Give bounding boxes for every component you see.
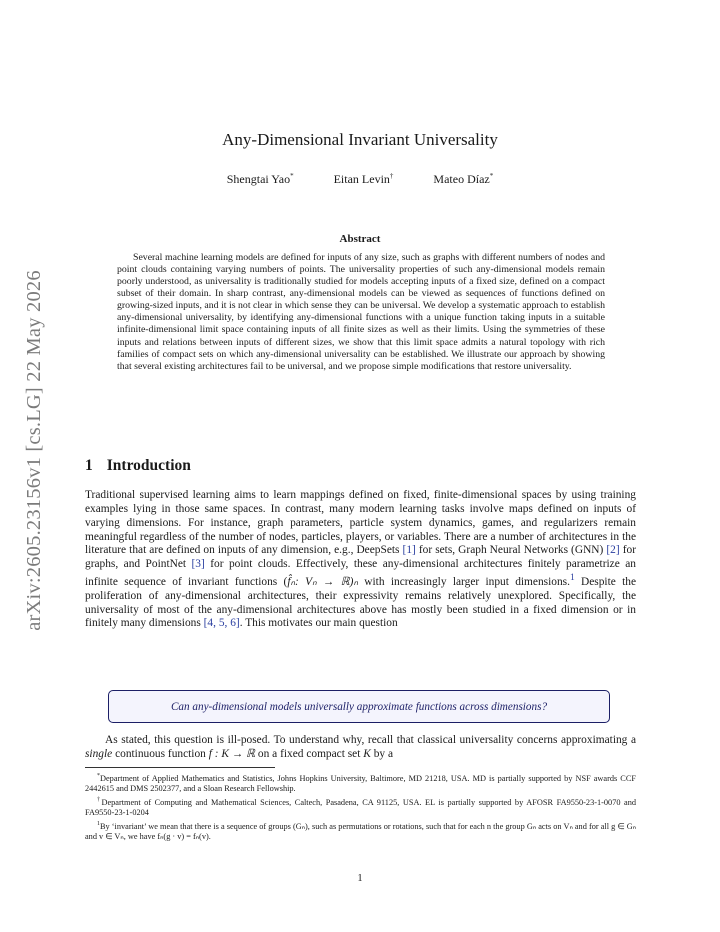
second-paragraph: As stated, this question is ill-posed. To understand why, recall that classical universality concerns approximating a single continuous function f : K → ℝ on a fixed compact set K by a <box>85 734 636 760</box>
main-question-text: Can any-dimensional models universally approximate functions across dimensions? <box>170 700 548 713</box>
math-expression: f̂ₙ: Vₙ → ℝ)ₙ <box>287 575 358 588</box>
citation-link[interactable]: [1] <box>402 544 416 557</box>
section-number: 1 <box>85 457 93 474</box>
footnote-link[interactable]: 1 <box>569 573 575 584</box>
section-heading-introduction <box>85 457 191 475</box>
author: Shengtai Yao* <box>226 172 294 186</box>
math-expression: f : K → ℝ <box>208 747 256 760</box>
main-question-box <box>108 690 610 723</box>
citation-link[interactable]: [4, 5, 6] <box>203 617 240 630</box>
abstract-body: Several machine learning models are defined for inputs of any size, such as graphs with different numbers of nodes and point clouds containing varying numbers of points. The universality properties of such any-dimensional models remain poorly understood, as universality is traditionally studied for models accepting inputs of a fixed size, defined on a compact subset of their domain. In sharp contrast, any-dimensional models can be viewed as sequences of functions defined on growing-sized inputs, and it is not clear in which sense they can be universal. We develop a systematic approach to establish any-dimensional universality, by identifying any-dimensional functions with a unique function taking inputs in a suitable infinite-dimensional limit space containing inputs of all finite sizes as well as their limits. Using the symmetries of these inputs and relations between inputs of different sizes, we show that this limit space admits a natural topology with rich families of compact sets on which any-dimensional universality can be established. We illustrate our approach by showing that several existing architectures fail to be universal, and we propose simple modifications that restore universality. <box>117 252 605 372</box>
section-title: Introduction <box>106 457 191 474</box>
footnote-rule <box>85 767 275 768</box>
page-number: 1 <box>357 873 363 884</box>
math-expression: K <box>363 747 371 760</box>
paper-title: Any-Dimensional Invariant Universality <box>222 130 498 149</box>
footnote: *Department of Applied Mathematics and Statistics, Johns Hopkins University, Baltimore, MD 21218, USA. MD is partially supported by NSF awards CCF 2442615 and DMS 2502377, and a Sloan Research Fellowship. <box>85 773 636 794</box>
introduction-paragraph: Traditional supervised learning aims to learn mappings defined on fixed, finite-dimensional spaces by using training examples lying in those same spaces. In contrast, many modern learning tasks involve maps defined on inputs of varying dimensions. For instance, graph parameters, particle system dynamics, games, and regularizers remain meaningful regardless of the number of nodes, particles, players, or variables. There are a number of architectures in the literature that are defined on inputs of any dimension, e.g., DeepSets [1] for sets, Graph Neural Networks (GNN) [2] for graphs, and PointNet [3] for point clouds. Effectively, these any-dimensional architectures finitely parametrize an infinite sequence of invariant functions (f̂ₙ: Vₙ → ℝ)ₙ with increasingly larger input dimensions.$^1$ Despite the proliferation of any-dimensional architectures, their expressivity remains relatively unexplored. Specifically, the universality of most of the any-dimensional architectures above has mostly been studied in a fixed dimension or in finitely many dimensions [4, 5, 6]. This motivates our main question <box>85 489 637 630</box>
author-list <box>0 172 720 187</box>
citation-link[interactable]: [3] <box>191 558 205 571</box>
author: Eitan Levin† <box>333 172 394 186</box>
footnote: †Department of Computing and Mathematical Sciences, Caltech, Pasadena, CA 91125, USA. EL is partially supported by AFOSR FA9550-23-1-0070 and FA9550-23-1-0204 <box>85 796 636 818</box>
arxiv-identifier-text: arXiv:2605.23156v1 [cs.LG] 22 May 2026 <box>22 269 45 631</box>
arxiv-identifier-stamp <box>16 255 52 645</box>
footnote: $^1$By ‘invariant’ we mean that there is a sequence of groups (Gₙ), such as permutations or rotations, such that for each n the group Gₙ acts on Vₙ and for all g ∈ Gₙ and v ∈ Vₙ, we have fₙ(g · v) = fₙ(v). <box>85 820 636 841</box>
author: Mateo Díaz* <box>433 172 494 186</box>
citation-link[interactable]: [2] <box>606 544 620 557</box>
footnotes <box>85 771 636 842</box>
abstract-heading: Abstract <box>339 233 381 245</box>
